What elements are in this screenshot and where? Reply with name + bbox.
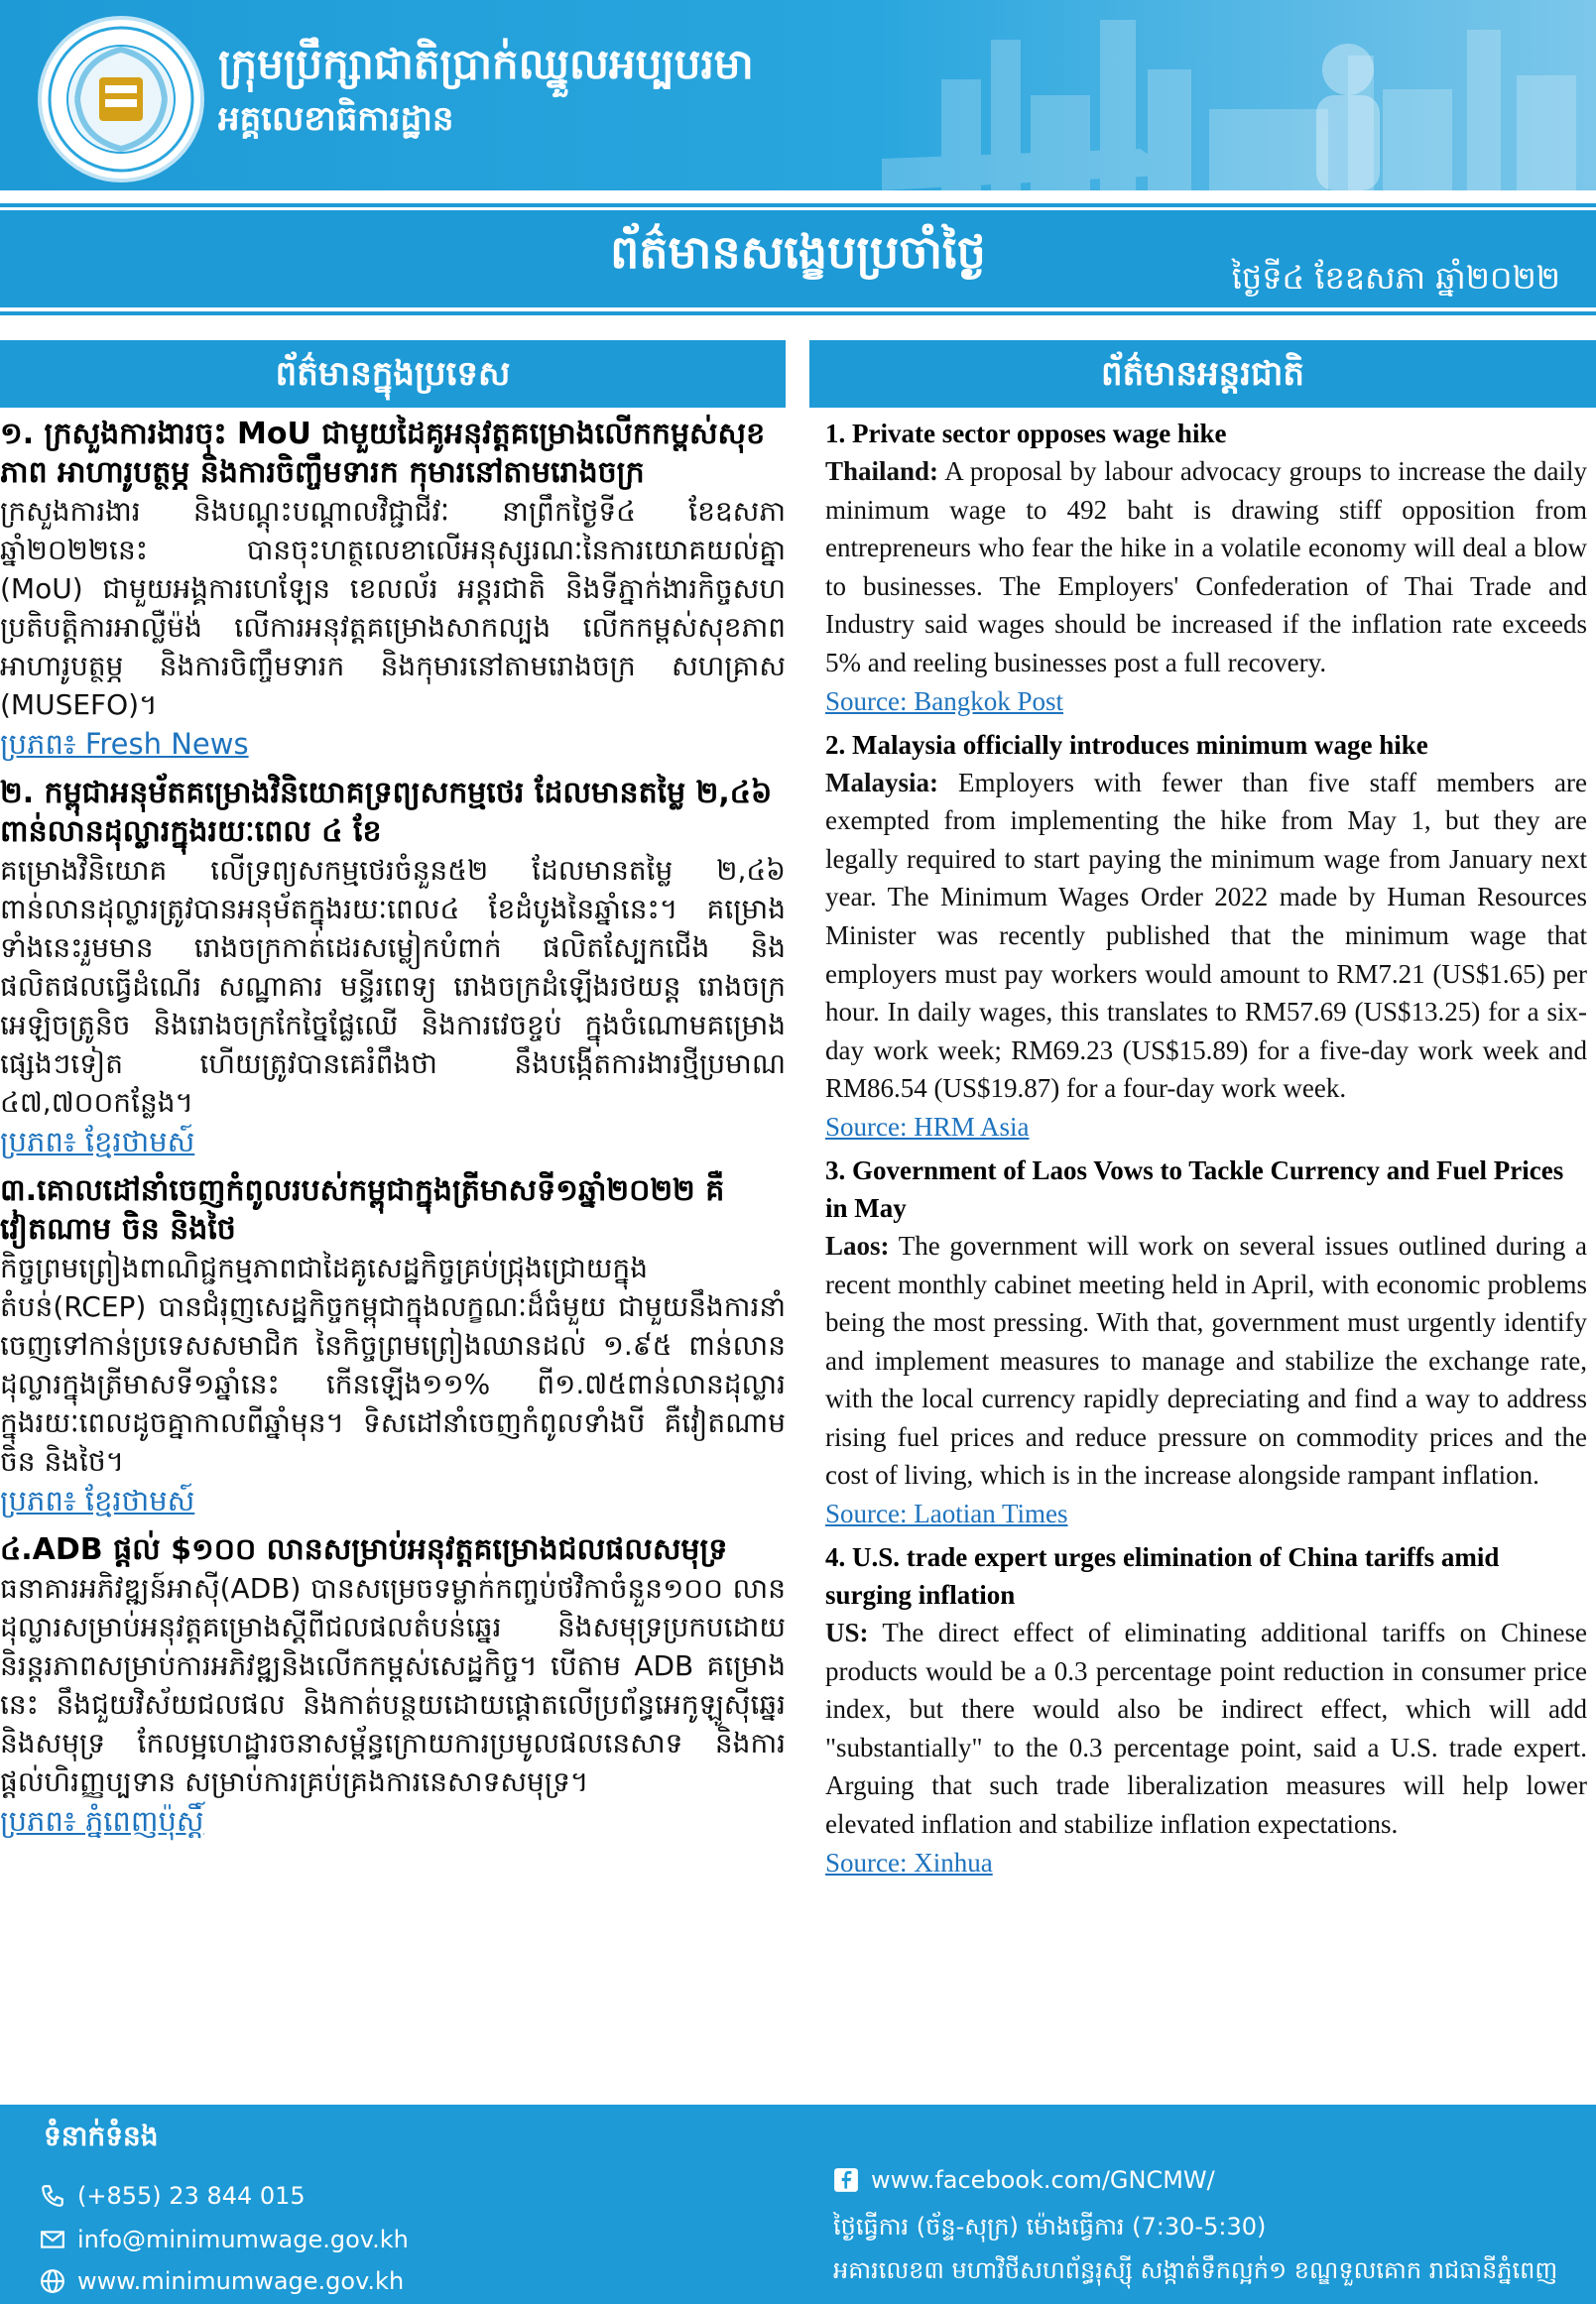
news-title: ៣.គោលដៅនាំចេញកំពូលរបស់កម្ពុជាក្នុងត្រីមាសទី១ឆ្នាំ២០២២ គឺ វៀតណាម ចិន និងថៃ xyxy=(0,1173,725,1247)
local-news-heading: ព័ត៌មានក្នុងប្រទេស xyxy=(0,340,786,408)
international-news-item xyxy=(825,1538,1587,1881)
news-body: ធនាគារអភិវឌ្ឍន៍អាស៊ី(ADB) បានសម្រេចទម្លាក់កញ្ចប់ថវិកាចំនួន១០០ លានដុល្លារសម្រាប់អនុវត្តគម្រោងស្តីពីជលផលតំបន់ឆ្នេរ និងសមុទ្រប្រកបដោយនិរន្តរភាពសម្រាប់ការអភិវឌ្ឍនិងលើកកម្ពស់សេដ្ឋកិច្ច។ បើតាម ADB គម្រោងនេះ នឹងជួយវិស័យជលផល និងកាត់បន្ថយដោយផ្តោតលើប្រព័ន្ធអេកូឡូស៊ីឆ្នេរ និងសមុទ្រ កែលម្អហេដ្ឋារចនាសម្ព័ន្ធក្រោយការប្រមូលផលនេសាទ និងការផ្តល់ហិរញ្ញប្បទាន សម្រាប់ការគ្រប់គ្រងការនេសាទសមុទ្រ។ xyxy=(0,1572,786,1798)
office-address xyxy=(833,2255,1557,2290)
news-source-link[interactable]: ប្រភព៖ Fresh News xyxy=(0,727,249,761)
local-news-item xyxy=(0,774,786,1161)
international-news-column xyxy=(825,415,1587,1887)
news-text: A proposal by labour advocacy groups to increase the daily minimum wage to 492 baht is drawing stiff opposition from entrepreneurs who fear the hike in a volatile economy will deal a blow to businesses. The Employers' Confederation of Thai Trade and Industry said wages should be increased if the inflation rate exceeds 5% and reeling businesses post a full recovery. xyxy=(825,456,1587,677)
news-source-link[interactable]: ប្រភព៖ ភ្នំពេញប៉ុស្តិ៍ xyxy=(0,1804,204,1838)
contact-email[interactable] xyxy=(40,2226,409,2253)
international-news-heading: ព័ត៌មានអន្តរជាតិ xyxy=(809,340,1596,408)
website-url: www.minimumwage.gov.kh xyxy=(77,2267,405,2295)
news-title: 3. Government of Laos Vows to Tackle Currency and Fuel Prices in May xyxy=(825,1154,1564,1223)
news-source-link[interactable]: Source: Laotian Times xyxy=(825,1499,1068,1529)
bulletin-title: ព័ត៌មានសង្ខេបប្រចាំថ្ងៃ xyxy=(610,225,986,279)
office-address-text: អគារលេខ៣ មហាវិថីសហព័ន្ធរុស្ស៊ី សង្កាត់ទឹកល្អក់១ ខណ្ឌទួលគោក រាជធានីភ្នំពេញ xyxy=(833,2256,1558,2284)
news-body: កិច្ចព្រមព្រៀងពាណិជ្ជកម្មភាពជាដៃគូសេដ្ឋកិច្ចគ្រប់ជ្រុងជ្រោយក្នុងតំបន់(RCEP) បានជំរុញសេដ្ឋកិច្ចកម្ពុជាក្នុងលក្ខណៈដ៏ធំមួយ ជាមួយនឹងការនាំចេញទៅកាន់ប្រទេសសមាជិក នៃកិច្ចព្រមព្រៀងឈានដល់ ១.៩៥ ពាន់លានដុល្លារក្នុងត្រីមាសទី១ឆ្នាំនេះ កើនឡើង១១% ពី១.៧៥ពាន់លានដុល្លារក្នុងរយៈពេលដូចគ្នាកាលពីឆ្នាំមុន។ ទិសដៅនាំចេញកំពូលទាំងបី គឺវៀតណាម ចិន និងថៃ។ xyxy=(0,1252,786,1478)
page-header xyxy=(0,0,1596,196)
news-title: ១. ក្រសួងការងារចុះ MoU ជាមួយដៃគូអនុវត្តគម្រោងលើកកម្ពស់សុខភាព អាហារូបត្ថម្ភ និងការចិញ្ចឹមទារក កុមារនៅតាមរោងចក្រ xyxy=(0,417,766,490)
news-source-link[interactable]: Source: Xinhua xyxy=(825,1847,993,1878)
news-source-link[interactable]: Source: Bangkok Post xyxy=(825,685,1063,716)
news-source-link[interactable]: Source: HRM Asia xyxy=(825,1111,1030,1142)
local-news-item xyxy=(0,1171,786,1520)
globe-icon xyxy=(40,2268,65,2294)
contact-title: ទំនាក់ទំនង xyxy=(44,2120,159,2152)
email-address: info@minimumwage.gov.kh xyxy=(77,2226,409,2253)
international-news-item xyxy=(825,415,1587,720)
news-body xyxy=(825,452,1587,682)
local-news-item xyxy=(0,415,786,764)
contact-website[interactable] xyxy=(40,2267,404,2295)
bulletin-banner xyxy=(0,210,1596,307)
working-hours xyxy=(833,2212,1266,2246)
international-news-item xyxy=(825,1152,1587,1532)
city-port-illustration xyxy=(882,0,1596,190)
news-country: US: xyxy=(825,1618,869,1648)
news-text: The direct effect of eliminating additional tariffs on Chinese products would be a 0.3 percentage point reduction in consumer price index, but there would also be indirect effect, which will add "substantially" to the 0.3 percentage point, said a U.S. trade expert. Arguing that such trade liberalization measures will help lower elevated inflation and stabilize inflation expectations. xyxy=(825,1618,1588,1840)
header-divider xyxy=(0,203,1596,207)
phone-icon xyxy=(40,2183,65,2209)
news-title: 4. U.S. trade expert urges elimination of China tariffs amid surging inflation xyxy=(825,1542,1500,1611)
organization-name: ក្រុមប្រឹក្សាជាតិប្រាក់ឈ្នួលអប្បបរមា xyxy=(218,40,754,88)
news-body xyxy=(825,1227,1587,1495)
bulletin-date: ថ្ងៃទី៤ ខែឧសភា ឆ្នាំ២០២២ xyxy=(1231,259,1560,297)
contact-facebook[interactable] xyxy=(833,2166,1215,2194)
news-title: 2. Malaysia officially introduces minimum wage hike xyxy=(825,729,1428,760)
facebook-icon xyxy=(833,2167,859,2193)
organization-subunit: អគ្គលេខាធិការដ្ឋាន xyxy=(218,99,454,139)
working-hours-text: ថ្ងៃធ្វើការ (ច័ន្ទ-សុក្រ) ម៉ោងធ្វើការ (7:30-5:30) xyxy=(833,2213,1267,2241)
news-text: Employers with fewer than five staff members are exempted from implementing the hike from May 1, but they are legally required to start paying the minimum wage from January next year. The Minimum Wages Order 2022 made by Human Resources Minister was recently published that the minimum wage that employers must pay workers would amount to RM7.21 (US$1.65) per hour. In daily wages, this translates to RM57.69 (US$13.25) for a six-day work week; RM69.23 (US$15.89) for a five-day work week and RM86.54 (US$19.87) for a four-day work week. xyxy=(825,767,1588,1104)
news-body xyxy=(825,1614,1587,1844)
email-icon xyxy=(40,2227,65,2252)
news-country: Malaysia: xyxy=(825,767,938,797)
local-news-item xyxy=(0,1530,786,1841)
phone-number: (+855) 23 844 015 xyxy=(77,2182,306,2210)
news-title: 1. Private sector opposes wage hike xyxy=(825,419,1227,448)
news-country: Thailand: xyxy=(825,456,939,486)
news-body xyxy=(825,764,1587,1108)
news-title: ២. កម្ពុជាអនុម័តគម្រោងវិនិយោគទ្រព្យសកម្មថេរ ដែលមានតម្លៃ ២,៤៦ ពាន់លានដុល្លារក្នុងរយៈពេល ៤ ខែ xyxy=(0,776,773,849)
news-text: The government will work on several issues outlined during a recent monthly cabinet meeting held in April, with economic problems being the most pressing. With that, government must urgently identify and implement measures to manage and stabilize the exchange rate, with the local currency rapidly depreciating and find a way to address rising fuel prices and reduce pressure on commodity prices and the cost of living, which is in the increase alongside rampant inflation. xyxy=(825,1230,1588,1491)
facebook-url: www.facebook.com/GNCMW/ xyxy=(871,2166,1215,2194)
news-source-link[interactable]: ប្រភព៖ ខ្មែរថាមស៍ xyxy=(0,1125,195,1158)
contact-phone[interactable] xyxy=(40,2182,306,2210)
news-body: គម្រោងវិនិយោគ លើទ្រព្យសកម្មថេរចំនួន៥២ ដែលមានតម្លៃ ២,៤៦ ពាន់លានដុល្លារត្រូវបានអនុម័តក្នុងរយៈពេល៤ ខែដំបូងនៃឆ្នាំនេះ។ គម្រោងទាំងនេះរួមមាន រោងចក្រកាត់ដេរសម្លៀកបំពាក់ ផលិតស្បែកជើង និងផលិតផលធ្វើដំណើរ សណ្ឋាគារ មន្ទីរពេទ្យ រោងចក្រដំឡើងរថយន្ត រោងចក្រអេឡិចត្រូនិច និងរោងចក្រកែច្នៃផ្លែឈើ និងការវេចខ្ចប់ ក្នុងចំណោមគម្រោងផ្សេងៗទៀត ហើយត្រូវបានគេរំពឹងថា នឹងបង្កើតការងារថ្មីប្រមាណ ៤៧,៧០០កន្លែង។ xyxy=(0,854,786,1119)
local-news-column xyxy=(0,415,786,1851)
news-country: Laos: xyxy=(825,1230,890,1261)
news-title: ៤.ADB ផ្តល់ $១០០ លានសម្រាប់អនុវត្តគម្រោងជលផលសមុទ្រ xyxy=(0,1532,728,1567)
header-divider xyxy=(0,311,1596,315)
news-body: ក្រសួងការងារ និងបណ្តុះបណ្តាលវិជ្ជាជីវៈ នាព្រឹកថ្ងៃទី៤ ខែឧសភា ឆ្នាំ២០២២នេះ បានចុះហត្ថលេខាលើអនុស្សរណៈនៃការយោគយល់គ្នា (MoU) ជាមួយអង្គការហេឡែន ខេលល័រ អន្តរជាតិ និងទីភ្នាក់ងារកិច្ចសហប្រតិបត្តិការអាល្លឺម៉ង់ លើការអនុវត្តគម្រោងសាកល្បង លើកកម្ពស់សុខភាព អាហារូបត្ថម្ភ និងការចិញ្ចឹមទារក និងកុមារនៅតាមរោងចក្រ សហគ្រាស (MUSEFO)។ xyxy=(0,495,786,721)
news-source-link[interactable]: ប្រភព៖ ខ្មែរថាមស៍ xyxy=(0,1484,195,1517)
international-news-item xyxy=(825,726,1587,1146)
page-footer xyxy=(0,2105,1596,2304)
council-seal-logo xyxy=(38,16,204,182)
